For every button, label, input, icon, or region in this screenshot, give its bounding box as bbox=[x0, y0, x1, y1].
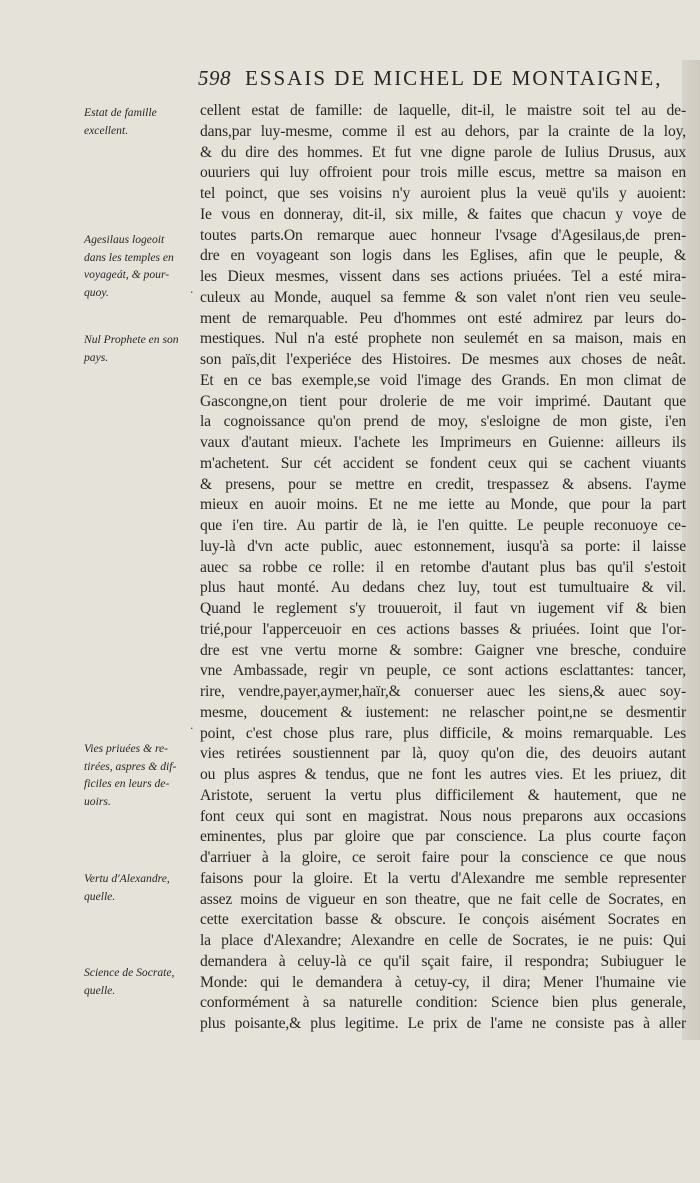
text-line: ouuriers qui luy offroient pour trois mille escus, mettre sa maison en bbox=[200, 164, 686, 182]
side-note-line: voyageát, & pour- bbox=[84, 268, 170, 281]
text-line: font ceux qui sont en magistrat. Nous nous preparons aux occasions bbox=[200, 807, 686, 825]
page-number: 598 bbox=[198, 66, 231, 90]
side-note-science-socrate bbox=[84, 964, 196, 999]
margin-mark: · bbox=[190, 722, 194, 735]
text-line: assez moins de vigueur en son theatre, que ne fait celle de Socrates, en bbox=[200, 890, 686, 908]
text-line: mestiques. Nul n'a esté prophete non seulemét en sa maison, mais en bbox=[200, 330, 686, 348]
text-line: tel poinct, que ses voisins n'y auroient plus la veuë qu'ils y auoient: bbox=[200, 185, 686, 202]
text-line: mesme, doucement & iustement: ne relascher point,ne se desmentir bbox=[200, 703, 686, 721]
side-note-vies-priuees bbox=[84, 740, 196, 810]
margin-mark: · bbox=[190, 286, 194, 299]
text-line: trié,pour l'apperceuoir en ces actions basses & priuées. Ioint que l'or- bbox=[200, 620, 686, 638]
text-line: vies retirées soustiennent par là, quoy qu'on die, des deuoirs autant bbox=[200, 745, 686, 763]
side-note-line: ficiles en leurs de- bbox=[84, 777, 170, 790]
text-line: vne Ambassade, regir vn peuple, ce sont actions esclattantes: tancer, bbox=[200, 662, 686, 680]
body-text bbox=[200, 101, 686, 1035]
text-line: la place d'Alexandre; Alexandre en celle de Socrates, ie ne puis: Qui bbox=[200, 932, 686, 949]
side-note-line: quelle. bbox=[84, 983, 116, 997]
side-note-vertu-alexandre bbox=[84, 870, 196, 905]
text-line: Gascongne,on tient pour drolerie de me voir imprimé. Dautant que bbox=[200, 392, 686, 410]
text-line: cette exercitation basse & obscure. Ie conçois aisément Socrates en bbox=[200, 911, 686, 929]
text-line: la cognoissance qu'on prend de moy, s'esloigne de mon giste, i'en bbox=[200, 413, 686, 431]
text-line: ou plus aspres & tendus, que ne font les autres vies. Et les priuez, dit bbox=[200, 766, 686, 783]
text-line: Monde: qui le demandera à cetuy-cy, il dira; Mener l'humaine vie bbox=[200, 973, 686, 991]
side-note-line: quelle. bbox=[84, 889, 116, 903]
text-line: Ie vous en donneray, dit-il, six mille, & faites que chacun y voye de bbox=[200, 205, 686, 223]
text-line: dans,par luy-mesme, comme il est au dehors, par la crainte de la loy, bbox=[200, 122, 686, 140]
text-line: m'achetent. Sur cét accident se fondent ceux qui se cachent viuants bbox=[200, 454, 686, 472]
text-line: luy-là d'vn acte public, auec estonnement, iusqu'à sa porte: il laisse bbox=[200, 537, 686, 555]
side-note-line: dans les temples en bbox=[84, 250, 174, 264]
running-title: ESSAIS DE MICHEL DE MONTAIGNE, bbox=[245, 66, 663, 90]
text-line: dre est vne vertu morne & sombre: Gaigner vne bresche, conduire bbox=[200, 641, 686, 659]
side-note-agesilaus bbox=[84, 231, 196, 301]
text-line: plus haut monté. Au dedans chez luy, tout est tumultuaire & vil. bbox=[200, 579, 686, 597]
text-line: Et en ce bas exemple,se void l'image des Grands. En mon climat de bbox=[200, 371, 686, 389]
page-header bbox=[198, 66, 668, 98]
side-note-line: Agesilaus logeoit bbox=[84, 233, 165, 246]
text-line: conformément à sa naturelle condition: Science bien plus generale, bbox=[200, 994, 686, 1012]
text-line: vaux d'autant mieux. I'achete les Imprimeurs en Guienne: ailleurs ils bbox=[200, 434, 686, 451]
text-line: auec sa robbe ce rolle: il en retombe d'autant plus bas qu'il s'estoit bbox=[200, 558, 686, 576]
text-line: & du dire des hommes. Et fut vne digne parole de Iulius Drusus, aux bbox=[200, 143, 686, 161]
text-line: dre en voyageant son logis dans les Eglises, afin que le peuple, & bbox=[200, 247, 686, 265]
text-line: plus poisante,& plus legitime. Le prix de l'ame ne consiste pas à aller bbox=[200, 1015, 686, 1032]
text-line: d'arriuer à la gloire, ce seroit faire pour la conscience ce que nous bbox=[200, 849, 686, 866]
text-line: & presens, pour se mettre en credit, trespassez & absens. I'ayme bbox=[200, 475, 686, 493]
text-line: rire, vendre,payer,aymer,haïr,& conuerser auec les siens,& auec soy- bbox=[200, 683, 686, 700]
side-note-line: uoirs. bbox=[84, 794, 111, 808]
text-line: cellent estat de famille: de laquelle, dit-il, le maistre soit tel au de- bbox=[200, 102, 686, 119]
side-note-line: Vertu d'Alexandre, bbox=[84, 872, 170, 885]
side-note-line: pays. bbox=[84, 350, 109, 364]
text-line: culeux au Monde, auquel sa femme & son valet n'ont rien veu seule- bbox=[200, 288, 686, 306]
side-note-line: Nul Prophete en son bbox=[84, 333, 179, 346]
text-line: demandera à celuy-là ce qu'il sçait faire, il respondra; Subiuguer le bbox=[200, 952, 686, 970]
side-note-line: Science de Socrate, bbox=[84, 966, 175, 979]
side-note-line: tirées, aspres & dif- bbox=[84, 759, 177, 773]
text-line: son païs,dit l'experiéce des Histoires. De mesmes aux choses de neât. bbox=[200, 351, 686, 368]
side-note-estat-de-famille bbox=[84, 104, 196, 139]
text-line: que i'en tire. Au partir de là, ie l'en quitte. Le peuple reconuoye ce- bbox=[200, 517, 686, 534]
side-note-line: Vies priuées & re- bbox=[84, 742, 169, 755]
text-line: Quand le reglement s'y trouueroit, il faut vn iugement vif & bien bbox=[200, 600, 686, 617]
side-note-nul-prophete bbox=[84, 331, 196, 366]
side-note-line: excellent. bbox=[84, 123, 129, 137]
text-line: eminentes, plus par gloire que par conscience. La plus courte façon bbox=[200, 828, 686, 846]
text-line: faisons pour la gloire. Et la vertu d'Alexandre me semble representer bbox=[200, 869, 686, 887]
text-line: toutes parts.On remarque auec honneur l'vsage d'Agesilaus,de pren- bbox=[200, 226, 686, 244]
text-line: mieux en auoir moins. Et ne me iette au Monde, que pour la part bbox=[200, 496, 686, 514]
text-line: point, c'est chose plus rare, plus difficile, & moins remarquable. Les bbox=[200, 724, 686, 742]
text-line: Aristote, seruent la vertu plus difficilement & hautement, que ne bbox=[200, 786, 686, 804]
text-line: les Dieux mesmes, vissent dans ses actions priuées. Tel a esté mira- bbox=[200, 268, 686, 285]
side-note-line: Estat de famille bbox=[84, 106, 157, 119]
side-note-line: quoy. bbox=[84, 285, 109, 299]
text-line: ment de remarquable. Peu d'hommes ont esté admirez par leurs do- bbox=[200, 309, 686, 327]
